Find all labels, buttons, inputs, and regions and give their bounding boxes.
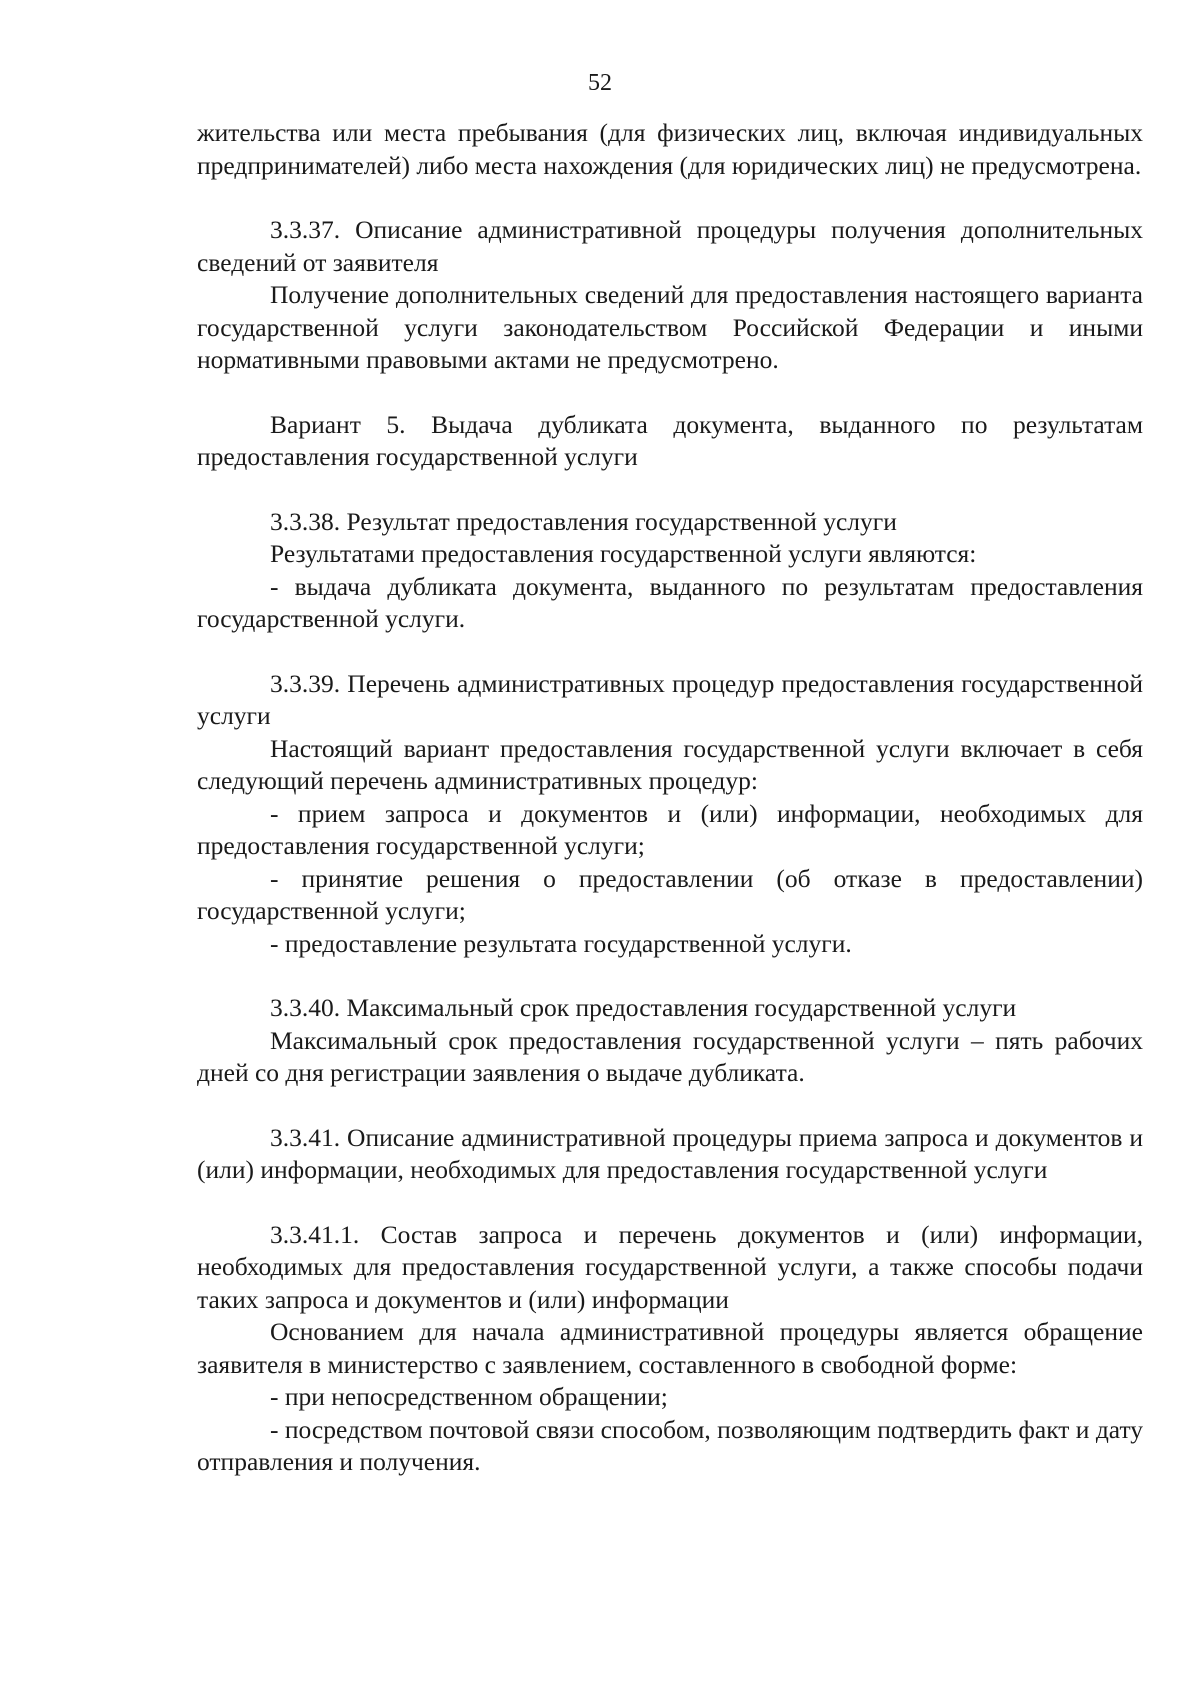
paragraph: Получение дополнительных сведений для предоставления настоящего варианта государственной услуги законодательством Российской Федерации и иными нормативными правовыми актами не предусмотрено.: [197, 280, 1143, 374]
text-block: [197, 117, 1143, 182]
list-item: - при непосредственном обращении;: [270, 1382, 668, 1411]
list-item: - прием запроса и документов и (или) информации, необходимых для предоставления государственной услуги;: [197, 798, 1143, 860]
section-3-3-38: [197, 506, 1143, 636]
variant-heading: Вариант 5. Выдача дубликата документа, выданного по результатам предоставления государственной услуги: [197, 409, 1143, 471]
paragraph: Результатами предоставления государственной услуги являются:: [270, 539, 977, 568]
paragraph: жительства или места пребывания (для физических лиц, включая индивидуальных предпринимателей) либо места нахождения (для юридических лиц) не предусмотрена.: [197, 118, 1143, 180]
section-heading: 3.3.41.1. Состав запроса и перечень документов и (или) информации, необходимых для предоставления государственной услуги, а также способы подачи таких запроса и документов и (или) информации: [197, 1219, 1143, 1314]
list-item: - посредством почтовой связи способом, позволяющим подтвердить факт и дату отправления и получения.: [197, 1414, 1144, 1476]
paragraph: Максимальный срок предоставления государственной услуги – пять рабочих дней со дня регистрации заявления о выдаче дубликата.: [197, 1025, 1143, 1087]
section-3-3-41: [197, 1122, 1143, 1187]
section-3-3-37: [197, 214, 1143, 377]
variant-heading-block: [197, 409, 1143, 474]
list-item: - выдача дубликата документа, выданного по результатам предоставления государственной услуги.: [197, 571, 1143, 633]
paragraph: Основанием для начала административной процедуры является обращение заявителя в министерство с заявлением, составленного в свободной форме:: [197, 1317, 1143, 1379]
section-heading: 3.3.37. Описание административной процедуры получения дополнительных сведений от заявителя: [197, 215, 1143, 277]
section-heading: 3.3.40. Максимальный срок предоставления государственной услуги: [270, 993, 1017, 1022]
section-3-3-41-1: [197, 1219, 1143, 1479]
page-number: 52: [588, 70, 612, 96]
list-item: - принятие решения о предоставлении (об отказе в предоставлении) государственной услуги;: [197, 863, 1143, 925]
list-item: - предоставление результата государственной услуги.: [270, 928, 852, 958]
section-heading: 3.3.39. Перечень административных процедур предоставления государственной услуги: [197, 668, 1143, 730]
section-heading: 3.3.41. Описание административной процедуры приема запроса и документов и (или) информации, необходимых для предоставления государственной услуги: [197, 1122, 1143, 1184]
document-body: [197, 117, 1143, 1511]
section-3-3-39: [197, 668, 1143, 961]
paragraph: Настоящий вариант предоставления государственной услуги включает в себя следующий перечень административных процедур:: [197, 733, 1143, 795]
section-3-3-40: [197, 992, 1143, 1090]
section-heading: 3.3.38. Результат предоставления государственной услуги: [270, 506, 897, 536]
